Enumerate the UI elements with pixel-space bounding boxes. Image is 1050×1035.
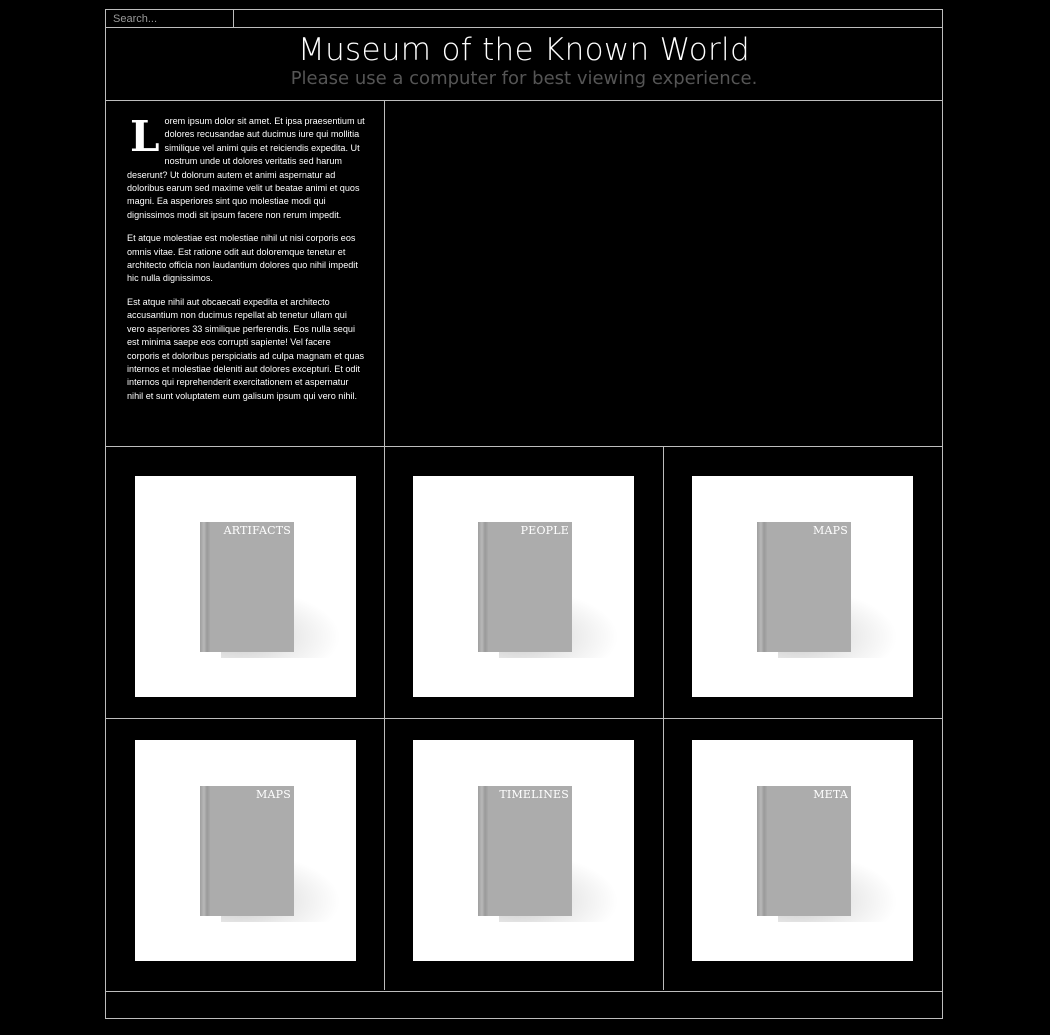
book-icon <box>757 522 851 652</box>
gallery-cell <box>664 719 942 990</box>
intro-section <box>106 101 942 447</box>
intro-text-panel <box>106 101 385 446</box>
gallery-card-people[interactable] <box>413 476 634 697</box>
book-icon <box>478 786 572 916</box>
gallery-card-label: MAPS <box>813 524 848 537</box>
gallery-card-label: PEOPLE <box>520 524 569 537</box>
intro-empty-panel <box>385 101 942 446</box>
intro-text <box>127 112 365 413</box>
gallery-card-maps[interactable] <box>692 476 913 697</box>
book-spine <box>757 522 767 652</box>
book-icon <box>757 786 851 916</box>
gallery-cell <box>106 447 385 719</box>
gallery-cell <box>664 447 942 719</box>
gallery-card-label: META <box>813 788 848 801</box>
gallery-cell <box>385 719 664 990</box>
gallery-card-maps-2[interactable] <box>135 740 356 961</box>
intro-paragraph-2: Et atque molestiae est molestiae nihil ut nisi corporis eos omnis vitae. Est ratione odit aut doloremque tenetur et architecto officia non laudantium dolores quo nihil impedit hic nulla dignissimos. <box>127 233 358 284</box>
gallery-card-meta[interactable] <box>692 740 913 961</box>
book-spine <box>478 522 488 652</box>
site-title: Museum of the Known World <box>298 32 750 68</box>
intro-paragraph-3: Est atque nihil aut obcaecati expedita et architecto accusantium non ducimus repellat ab tenetur ullam qui vero asperiores 33 similique perferendis. Eos nulla sequi est minima saepe eos corrupti sapiente! Vel facere corporis et doloribus perspiciatis ad culpa magnam et quas internos et molestiae deleniti aut dolores excepturi. Et odit internos qui reprehenderit exercitationem et aspernatur nihil et sunt voluptatem eum galisum ipsum qui vero nihil. <box>127 296 365 401</box>
search-input[interactable] <box>106 10 234 27</box>
site-subtitle: Please use a computer for best viewing experience. <box>290 68 758 89</box>
gallery-cell <box>106 719 385 990</box>
gallery-card-timelines[interactable] <box>413 740 634 961</box>
gallery-card-label: MAPS <box>256 788 291 801</box>
book-icon <box>200 522 294 652</box>
drop-cap: L <box>130 112 160 161</box>
intro-paragraph-1 <box>127 112 365 222</box>
search-bar <box>106 10 942 28</box>
intro-paragraph-1-text: orem ipsum dolor sit amet. Et ipsa praesentium ut dolores recusandae aut ducimus iure qui mollitia similique vel animi quis et reiciendis expedita. Ut nostrum unde ut dolores veritatis sed harum deserunt? Ut dolorum autem et animi aspernatur ad doloribus earum sed maxime velit ut beatae animi et quos magni. Ea asperiores sint quo molestiae modi qui dignissimos modi sit ipsum facere non rerum impedit. <box>127 116 365 220</box>
gallery-card-label: TIMELINES <box>499 788 569 801</box>
gallery-cell <box>385 447 664 719</box>
book-spine <box>200 786 210 916</box>
site-header <box>106 28 942 101</box>
book-spine <box>200 522 210 652</box>
page-frame <box>105 9 943 1019</box>
book-icon <box>478 522 572 652</box>
book-icon <box>200 786 294 916</box>
gallery-card-label: ARTIFACTS <box>223 524 291 537</box>
site-footer <box>106 992 942 1018</box>
book-spine <box>478 786 488 916</box>
gallery-grid <box>106 447 942 992</box>
book-spine <box>757 786 767 916</box>
gallery-card-artifacts[interactable] <box>135 476 356 697</box>
